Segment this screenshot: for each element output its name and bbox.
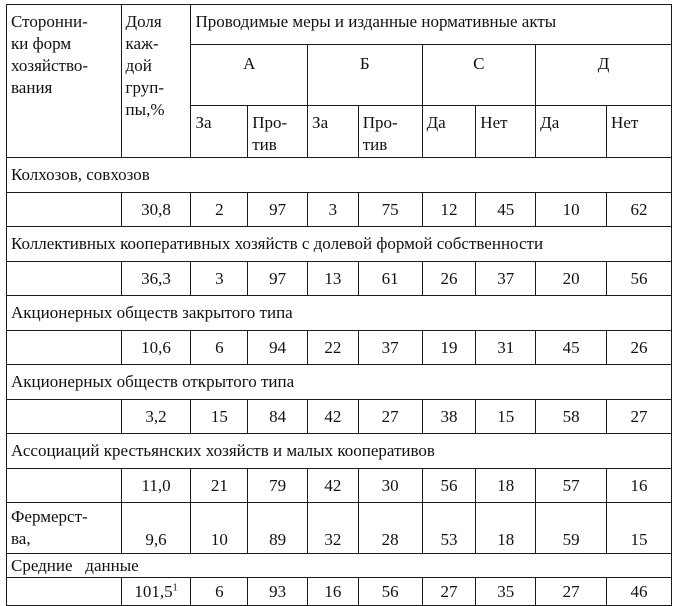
value-cell: 15	[191, 400, 248, 434]
value-cell: 21	[191, 469, 248, 503]
subheader-c-no: Нет	[476, 106, 536, 158]
value-cell: 37	[476, 262, 536, 296]
value-cell: 10	[536, 193, 607, 227]
value-cell: 97	[248, 193, 308, 227]
average-title-row	[7, 554, 672, 578]
group-title-row	[7, 296, 672, 331]
subheader-b-for: За	[308, 106, 359, 158]
group-label: Акционерных обществ закрытого типа	[7, 296, 672, 331]
value-cell: 6	[191, 578, 248, 606]
value-cell: 26	[607, 331, 672, 365]
value-cell: 93	[248, 578, 308, 606]
group-title-row	[7, 227, 672, 262]
group-a-header: А	[191, 45, 308, 106]
data-row	[7, 331, 672, 365]
share-cell: 30,8	[121, 193, 191, 227]
value-cell: 27	[536, 578, 607, 606]
value-cell: 57	[536, 469, 607, 503]
subheader-a-for: За	[191, 106, 248, 158]
value-cell: 94	[248, 331, 308, 365]
share-cell: 3,2	[121, 400, 191, 434]
data-row	[7, 469, 672, 503]
average-share-value: 101,5	[134, 581, 173, 601]
share-cell: 36,3	[121, 262, 191, 296]
header-row	[7, 5, 672, 45]
value-cell: 12	[422, 193, 476, 227]
value-cell: 2	[191, 193, 248, 227]
subheader-a-against: Про- тив	[248, 106, 308, 158]
empty-cell	[7, 193, 122, 227]
value-cell: 27	[358, 400, 422, 434]
farming-row	[7, 503, 672, 554]
empty-cell	[7, 400, 122, 434]
value-cell: 42	[308, 469, 359, 503]
average-data-row	[7, 578, 672, 606]
value-cell: 31	[476, 331, 536, 365]
value-cell: 45	[476, 193, 536, 227]
group-d-header: Д	[536, 45, 672, 106]
data-row	[7, 400, 672, 434]
group-b-header: Б	[308, 45, 423, 106]
value-cell: 46	[607, 578, 672, 606]
group-c-header: С	[422, 45, 536, 106]
farming-label-line2: ва,	[11, 529, 31, 548]
value-cell: 18	[476, 503, 536, 554]
value-cell: 28	[358, 503, 422, 554]
group-label: Колхозов, совхозов	[7, 158, 672, 193]
subheader-c-yes: Да	[422, 106, 476, 158]
share-cell: 11,0	[121, 469, 191, 503]
subheader-d-yes: Да	[536, 106, 607, 158]
value-cell: 42	[308, 400, 359, 434]
value-cell: 13	[308, 262, 359, 296]
value-cell: 62	[607, 193, 672, 227]
group-title-row	[7, 434, 672, 469]
value-cell: 30	[358, 469, 422, 503]
value-cell: 32	[308, 503, 359, 554]
farming-label-line1: Фермерст-	[11, 507, 88, 526]
value-cell: 16	[308, 578, 359, 606]
average-share-cell	[121, 578, 191, 606]
empty-cell	[7, 578, 122, 606]
value-cell: 35	[476, 578, 536, 606]
data-row	[7, 262, 672, 296]
value-cell: 3	[191, 262, 248, 296]
value-cell: 84	[248, 400, 308, 434]
subheader-d-no: Нет	[607, 106, 672, 158]
group-title-row	[7, 365, 672, 400]
value-cell: 27	[607, 400, 672, 434]
value-cell: 59	[536, 503, 607, 554]
value-cell: 15	[476, 400, 536, 434]
value-cell: 53	[422, 503, 476, 554]
value-cell: 58	[536, 400, 607, 434]
share-cell: 9,6	[121, 503, 191, 554]
header-measures: Проводимые меры и изданные нормативные акты	[191, 5, 672, 45]
value-cell: 20	[536, 262, 607, 296]
value-cell: 27	[422, 578, 476, 606]
value-cell: 6	[191, 331, 248, 365]
value-cell: 15	[607, 503, 672, 554]
share-cell: 10,6	[121, 331, 191, 365]
value-cell: 56	[358, 578, 422, 606]
group-label: Ассоциаций крестьянских хозяйств и малых кооперативов	[7, 434, 672, 469]
value-cell: 61	[358, 262, 422, 296]
average-label: Средние данные	[7, 554, 672, 578]
data-table	[6, 4, 672, 606]
group-label: Акционерных обществ открытого типа	[7, 365, 672, 400]
value-cell: 19	[422, 331, 476, 365]
header-share: Доля каж- дой груп- пы,%	[121, 5, 191, 158]
header-supporters: Сторонни- ки форм хозяйство- вания	[7, 5, 122, 158]
value-cell: 45	[536, 331, 607, 365]
data-row	[7, 193, 672, 227]
value-cell: 22	[308, 331, 359, 365]
footnote-marker: 1	[172, 581, 178, 593]
value-cell: 89	[248, 503, 308, 554]
value-cell: 75	[358, 193, 422, 227]
group-title-row	[7, 158, 672, 193]
value-cell: 97	[248, 262, 308, 296]
value-cell: 18	[476, 469, 536, 503]
value-cell: 56	[607, 262, 672, 296]
value-cell: 37	[358, 331, 422, 365]
farming-label	[7, 503, 122, 554]
value-cell: 38	[422, 400, 476, 434]
empty-cell	[7, 469, 122, 503]
group-label: Коллективных кооперативных хозяйств с долевой формой собственности	[7, 227, 672, 262]
value-cell: 79	[248, 469, 308, 503]
subheader-b-against: Про- тив	[358, 106, 422, 158]
value-cell: 10	[191, 503, 248, 554]
empty-cell	[7, 262, 122, 296]
value-cell: 3	[308, 193, 359, 227]
empty-cell	[7, 331, 122, 365]
value-cell: 16	[607, 469, 672, 503]
value-cell: 56	[422, 469, 476, 503]
value-cell: 26	[422, 262, 476, 296]
